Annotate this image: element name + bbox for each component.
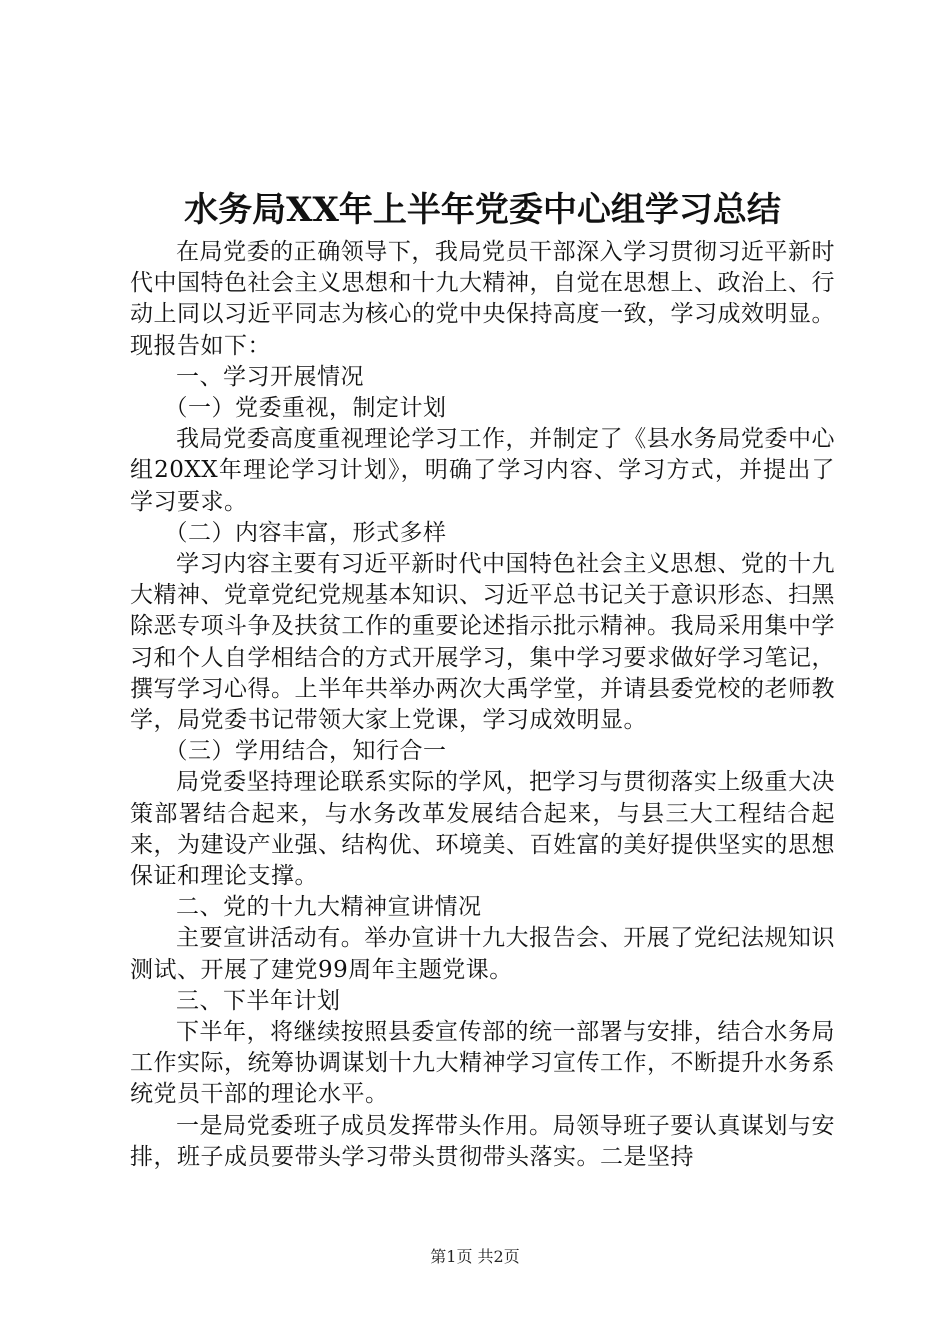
heading-section-1: 一、学习开展情况 <box>176 363 364 390</box>
paragraph-next-half: 下半年，将继续按照县委宣传部的统一部署与安排，结合水务局工作实际，统筹协调谋划十九大精神学习宣传工作，不断提升水务系统党员干部的理论水平。 <box>130 1019 835 1108</box>
document-body <box>130 237 835 1173</box>
heading-subsection-1: （一）党委重视，制定计划 <box>164 395 447 422</box>
heading-section-3: 三、下半年计划 <box>176 987 341 1014</box>
heading-subsection-2: （二）内容丰富，形式多样 <box>164 519 447 546</box>
heading-section-2: 二、党的十九大精神宣讲情况 <box>176 894 482 921</box>
paragraph-content: 学习内容主要有习近平新时代中国特色社会主义思想、党的十九大精神、党章党纪党规基本知识、习近平总书记关于意识形态、扫黑除恶专项斗争及扶贫工作的重要论述指示批示精神。我局采用集中学习和个人自学相结合的方式开展学习，集中学习要求做好学习笔记，撰写学习心得。上半年共举办两次大禹学堂，并请县委党校的老师教学，局党委书记带领大家上党课，学习成效明显。 <box>130 551 835 734</box>
paragraph-plan: 我局党委高度重视理论学习工作，并制定了《县水务局党委中心组20XX年理论学习计划》，明确了学习内容、学习方式，并提出了学习要求。 <box>130 426 835 515</box>
document-title: 水务局XX年上半年党委中心组学习总结 <box>184 190 781 230</box>
document-page <box>130 185 835 1173</box>
page-footer: 第1页 共2页 <box>430 1247 520 1266</box>
paragraph-lectures: 主要宣讲活动有。举办宣讲十九大报告会、开展了党纪法规知识测试、开展了建党99周年主题党课。 <box>130 925 835 983</box>
heading-subsection-3: （三）学用结合，知行合一 <box>164 738 447 765</box>
paragraph-measures: 一是局党委班子成员发挥带头作用。局领导班子要认真谋划与安排，班子成员要带头学习带头贯彻带头落实。二是坚持 <box>130 1112 835 1170</box>
paragraph-intro: 在局党委的正确领导下，我局党员干部深入学习贯彻习近平新时代中国特色社会主义思想和十九大精神，自觉在思想上、政治上、行动上同以习近平同志为核心的党中央保持高度一致，学习成效明显。现报告如下： <box>130 239 835 359</box>
paragraph-practice: 局党委坚持理论联系实际的学风，把学习与贯彻落实上级重大决策部署结合起来，与水务改革发展结合起来，与县三大工程结合起来，为建设产业强、结构优、环境美、百姓富的美好提供坚实的思想保证和理论支撑。 <box>130 769 835 890</box>
